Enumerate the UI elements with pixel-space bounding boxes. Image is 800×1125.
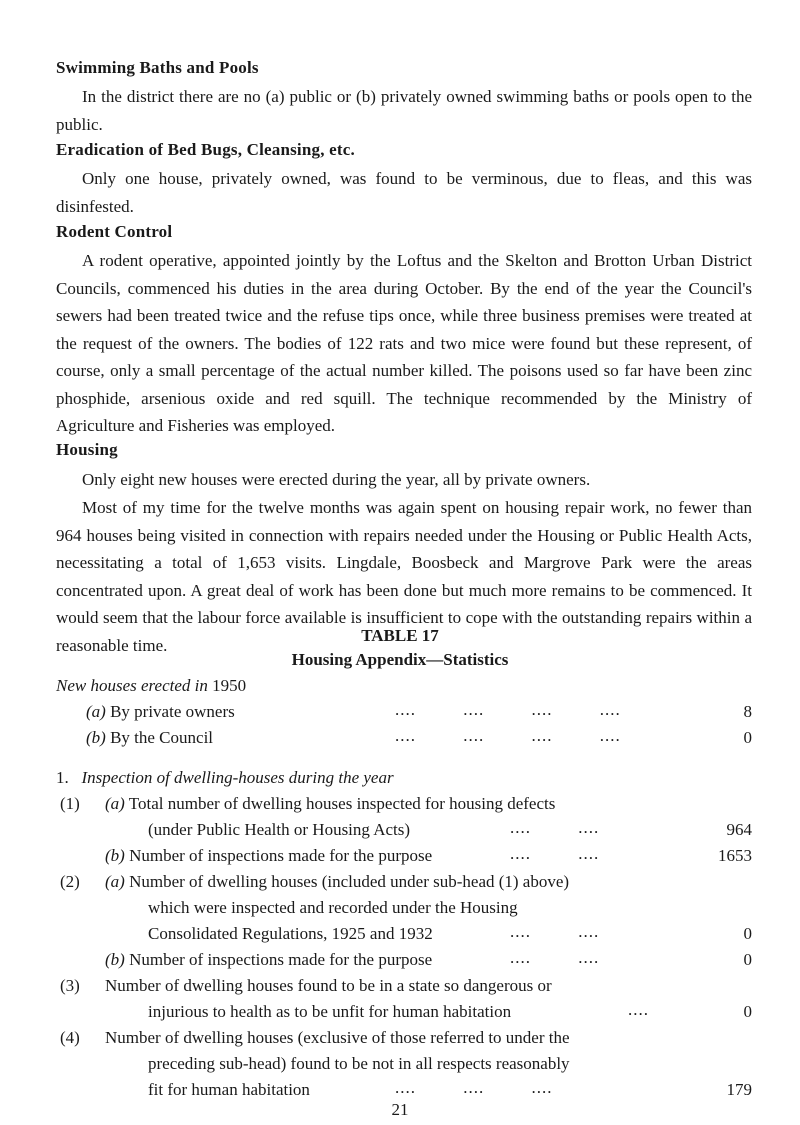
para-housing-2: Most of my time for the twelve months was again spent on housing repair work, no fewer than 964 houses being visited in connection with repairs needed under the Housing or Public Health Acts, necessitating a total of 1,653 visits. Lingdale, Boosbeck and Margrove Park were the areas concentrated upon. A great deal of work has been done but much more remains to be commenced. It would seem that the labour force available is insufficient to cope with the outstanding repairs within a reasonable time. xyxy=(56,498,752,655)
para-rodent-control: A rodent operative, appointed jointly by the Loftus and the Skelton and Brotton Urban District Councils, commenced his duties in the area during October. By the end of the year the Council's sewers had been treated twice and the refuse tips once, while three business premises were treated at the request of the owners. The bodies of 122 rats and two mice were found but these represent, of course, only a small percentage of the actual number killed. The poisons used so far have been zinc phosphide, arsenious oxide and red squill. The technique recommended by the Ministry of Agriculture and Fisheries was employed. xyxy=(56,251,752,435)
row-2a-line3: Consolidated Regulations, 1925 and 1932 xyxy=(148,924,433,943)
value-2a: 0 xyxy=(743,924,752,943)
heading-rodent-control: Rodent Control xyxy=(56,222,173,241)
new-houses-label: New houses erected in 1950 xyxy=(56,676,247,695)
leader-1a: .... .... xyxy=(510,818,600,837)
leader-3: .... xyxy=(628,1000,649,1019)
heading-housing: Housing xyxy=(56,440,118,459)
row-2a-line2: which were inspected and recorded under the Housing xyxy=(148,898,518,917)
value-1a: 964 xyxy=(726,820,752,839)
value-4: 179 xyxy=(726,1080,752,1099)
row-4-number: (4) xyxy=(60,1028,80,1047)
row-4-line2: preceding sub-head) found to be not in all respects reasonably xyxy=(148,1054,570,1073)
row-b-council: (b) By the Council xyxy=(86,728,214,747)
para-housing-1: Only eight new houses were erected during the year, all by private owners. xyxy=(82,470,591,489)
row-1a-line1: (a) Total number of dwelling houses inspected for housing defects xyxy=(105,794,556,813)
leader-4: .... .... .... xyxy=(395,1078,553,1097)
leader-2a: .... .... xyxy=(510,922,600,941)
para-bed-bugs: Only one house, privately owned, was found to be verminous, due to fleas, and this was disinfested. xyxy=(56,169,752,216)
value-3: 0 xyxy=(743,1002,752,1021)
value-2b: 0 xyxy=(743,950,752,969)
row-3-line1: Number of dwelling houses found to be in a state so dangerous or xyxy=(105,976,552,995)
leader-2b: .... .... xyxy=(510,948,600,967)
leader-1b: .... .... xyxy=(510,844,600,863)
inspection-heading: 1. Inspection of dwelling-houses during the year xyxy=(56,768,394,787)
value-b-council: 0 xyxy=(743,728,752,747)
row-2-number: (2) xyxy=(60,872,80,891)
row-a-private: (a) By private owners xyxy=(86,702,235,721)
heading-swimming: Swimming Baths and Pools xyxy=(56,58,259,77)
leader-b: .... .... .... .... xyxy=(395,726,621,745)
page-number: 21 xyxy=(391,1100,409,1119)
para-swimming: In the district there are no (a) public or (b) privately owned swimming baths or pools open to the public. xyxy=(56,87,752,134)
row-4-line1: Number of dwelling houses (exclusive of those referred to under the xyxy=(105,1028,570,1047)
value-1b: 1653 xyxy=(718,846,752,865)
row-3-line2: injurious to health as to be unfit for human habitation xyxy=(148,1002,512,1021)
row-1a-line2: (under Public Health or Housing Acts) xyxy=(148,820,411,839)
value-a-private: 8 xyxy=(743,702,752,721)
row-1-number: (1) xyxy=(60,794,80,813)
leader-a: .... .... .... .... xyxy=(395,700,621,719)
row-4-line3: fit for human habitation xyxy=(148,1080,310,1099)
heading-bed-bugs: Eradication of Bed Bugs, Cleansing, etc. xyxy=(56,140,355,159)
row-2b: (b) Number of inspections made for the purpose xyxy=(105,950,433,969)
row-2a-line1: (a) Number of dwelling houses (included under sub-head (1) above) xyxy=(105,872,570,891)
table-title: TABLE 17 xyxy=(361,626,439,645)
row-3-number: (3) xyxy=(60,976,80,995)
table-subtitle: Housing Appendix—Statistics xyxy=(291,650,509,669)
row-1b: (b) Number of inspections made for the purpose xyxy=(105,846,433,865)
